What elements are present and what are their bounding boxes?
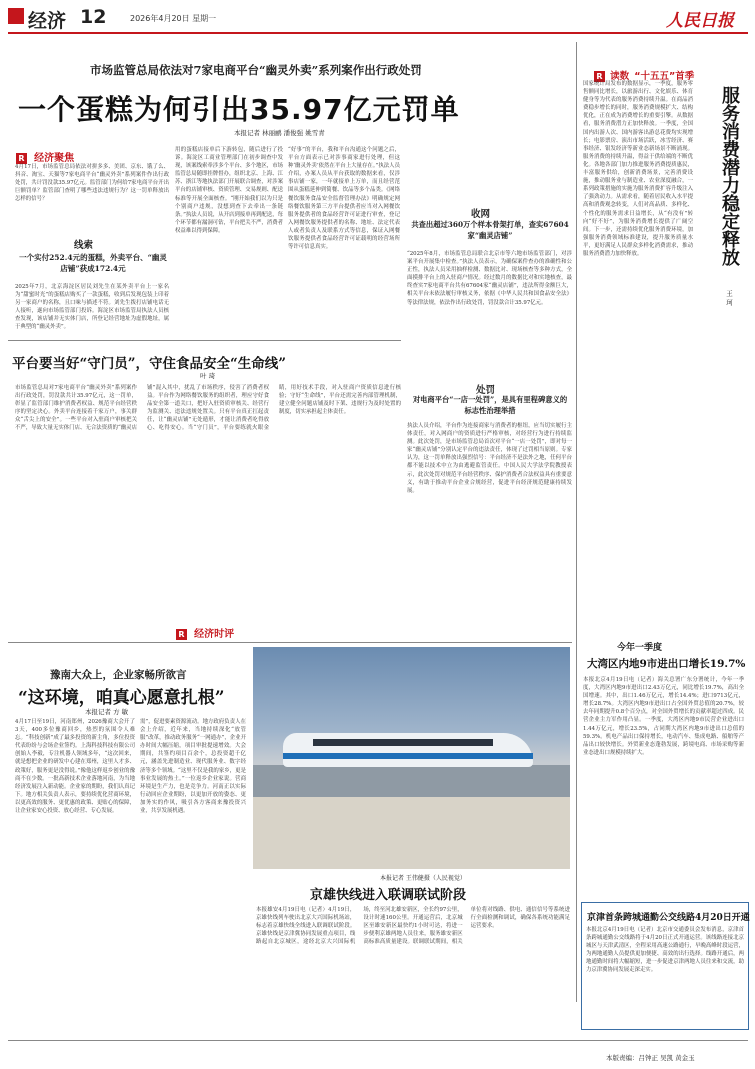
lead-headline: 一个蛋糕为何引出35.97亿元罚单 bbox=[18, 93, 460, 126]
newspaper-logo: 人民日报 bbox=[666, 11, 734, 31]
footer-rule bbox=[8, 1040, 748, 1041]
lead-col5: 执法人员介绍，平台作为连接商家与消费者的枢纽，应当切实履行主体责任，对入网商户的资质进行严格审核，对经营行为进行持续监测。此次处罚，是市场监管总局首次对平台“一店一处罚”，即对每一家“幽灵店铺”分别认定平台的违法责任，体现了过罚相当原则。专家认为，这一罚单释放出强烈信号：平台经济不是法外之地，任何平台都不能以技术中立为由逃避监管责任。中国人民大学法学院教授表示，此次处罚对规范平台经营秩序、保护消费者合法权益具有重要意义，有助于推动平台企业合规经营，促进平台经济规范健康持续发展。 bbox=[407, 423, 572, 494]
sidebar-label-text: 读数 bbox=[610, 71, 630, 82]
sidebar-label: R 读数 “十五五”首季 bbox=[594, 64, 744, 78]
divider bbox=[8, 340, 401, 341]
story2-byline: 叶 琦 bbox=[200, 372, 216, 380]
story4-byline: 本报记者 方 敏 bbox=[85, 708, 129, 716]
sidebar-body-lower bbox=[583, 288, 743, 583]
focus-label: R 经济聚焦 bbox=[16, 146, 96, 158]
lead-sub3: 处罚 bbox=[476, 385, 496, 396]
story4-kicker: 豫南大众上，企业家畅所欲言 bbox=[50, 669, 187, 681]
section-marker bbox=[8, 8, 24, 24]
lead-col4-top bbox=[407, 146, 572, 202]
lead-sub1: 线索 bbox=[74, 240, 94, 251]
masthead bbox=[8, 6, 748, 34]
story4-headline: “这环境，咱真心愿意扎根” bbox=[18, 688, 225, 708]
story5-headline: 京雄快线进入联调联试阶段 bbox=[310, 888, 467, 903]
lead-sub2-deck: 共查出超过360万个样本骨架打单，查实67604家“幽灵店铺” bbox=[411, 220, 569, 240]
lead-sub3-deck: 对电商平台“一店一处罚”，是具有里程碑意义的标志性治理举措 bbox=[412, 395, 568, 415]
sidebar-body: 国家统计局发布的数据显示，一季度，服务零售额同比增长，以旅游出行、文化娱乐、体育健身等为代表的服务消费持续升温。在商品消费稳步增长的同时，服务消费规模扩大、结构优化，正在成为消费增长的重要引擎。从数据看，服务消费潜力正加快释放。一季度，全国国内出游人次、国内游客出游总花费均实现增长；电影票房、演出市场活跃，冰雪经济、赛事经济、银发经济等新业态新场景不断涌现。服务消费的持续升温，得益于供给端的不断优化。各地各部门加力推进服务消费提质惠民，丰富服务供给，创新消费场景，完善消费设施，推动服务业与制造业、农业深度融合，一系列政策措施的实施为服务消费扩容升级注入了强劲动力。从需求看，随着居民收入水平提高和消费观念转变，人们对高品质、多样化、个性化的服务需求日益增长，从“有没有”转向“好不好”，为服务消费增长提供了广阔空间。下一步，还需持续优化服务消费环境，加强服务消费领域标准建设，提升服务质量水平，更好满足人民群众多样化消费需求，推动服务消费潜力加快释放。 bbox=[583, 81, 693, 257]
story4-col1: 4月17日至19日，河南郑州，2026豫商大会开了3天，400多位豫商回乡，热烈的氛围令人难忘。“科技创新”成了最多投资的新主角，多位投资代表纷纷与会场企业签约。上海科技科技有限公司创始人李毅，专注机器人领域多年，“这次回来，就是想把企业的研发中心建在郑州，这里人才多、政策好，服务更是没得说。”像他这样返乡创业的豫商不在少数。一批高新技术企业落地河南，为当地经济发展注入新动能。企业家的期盼，我们认真记下。地方相关负责人表示，要持续优化营商环境，以更高效的服务、更优惠的政策、更贴心的保障，让企业家安心投资、放心经营、专心发展。 bbox=[15, 719, 135, 815]
story2-headline: 平台要当好“守门员”，守住食品安全“生命线” bbox=[12, 356, 287, 372]
lead-col4: “2025年8月，市场监管总局联合北京市等六地市场监管部门，对涉案平台开展集中检查。”执法人员表示，为确保案件查办的准确性和公正性，执法人员采用抽样检测、数据比对、现场核查等多种方式，全面摸排平台上的入驻商户情况。经过数月的数据比对和实地核查，最终查实7家电商平台共有67604家“幽灵店铺”，违法所得金额巨大，相关平台未依法履行审核义务，依据《中华人民共和国食品安全法》等法律法规，依法作出行政处罚，罚没款合计35.97亿元。 bbox=[407, 251, 572, 306]
masthead-rule bbox=[8, 32, 748, 34]
lead-kicker: 市场监管总局依法对7家电商平台“幽灵外卖”系列案作出行政处罚 bbox=[90, 63, 422, 77]
sidebar-title: 服务消费潜力稳定释放 bbox=[719, 86, 740, 266]
story2-body: 市场监管总局对7家电商平台“幽灵外卖”系列案作出行政处罚，罚没款共计35.97亿元，这一罚单，彰显了监管部门维护消费者权益、规范平台经营秩序的坚定决心。外卖平台连接着千家万户，事关群众“舌尖上的安全”。一些平台对入驻商户审核把关不严，导致大量无实体门店、无合法资质的“幽灵店铺”混入其中，扰乱了市场秩序，侵害了消费者权益。平台作为网络餐饮服务的组织者，理应守好食品安全第一道关口，把好入驻资质审核关、经营行为监测关、违法违规处置关。只有平台真正扛起责任，让“幽灵店铺”无处遁形，才能让消费者吃得放心、吃得安心。当“守门员”，平台要练就火眼金睛，用好技术手段，对入驻商户资质信息进行核验；守好“生命线”，平台还需完善内部管理机制，建立健全问题店铺及时下架、违规行为及时处置的制度，切实承担起主体责任。 bbox=[15, 385, 401, 432]
column-rule bbox=[576, 42, 577, 1002]
lead-col2: 用的蛋糕店接单后下游转包，随后进行了投诉。海淀区工商业管理部门在初步调查中发现，该案线索牵涉多个平台、多个地区，市场监管总局随即挂牌督办，组织北京、上海、江苏、浙江等地执法部门开展联合调查，对涉案平台的店铺审核、资质管理、交易规则、配送标准等开展全面核查。“刚开始我们以为只是个别商户违规，没想到查下去牵出一条链条。”执法人员说，从开店到接单再到配送，每个环节都有漏洞可钻，平台把关不严，消费者权益难以得到保障。 bbox=[175, 147, 283, 234]
section-name: 经济 bbox=[28, 10, 67, 32]
issue-date: 2026年4月20日 星期一 bbox=[130, 14, 217, 23]
divider bbox=[8, 642, 572, 643]
lead-sub1-deck: 一个实付252.4元的蛋糕，外卖平台、“幽灵店铺”获成172.4元 bbox=[19, 253, 167, 273]
story3-headline: 大湾区内地9市进出口增长19.7% bbox=[587, 658, 746, 670]
photo-caption: 本报记者 王伟健摄（人民视觉） bbox=[380, 875, 466, 882]
story5-body: 本报雄安4月19日电（记者）4月19日，京雄快线列车驶出北京大兴国际机场站，标志着京雄快线全线进入联调联试阶段。京雄快线是京津冀协同发展重点项目，线路起自北京城区，途经北京大兴国际机场，终至河北雄安新区，全长约97公里，设计时速160公里。开通运营后，北京城区至雄安新区最快约1小时可达，将进一步便利京雄两地人员往来，服务雄安新区高标准高质量建设。联调联试期间，相关单位将对线路、供电、通信信号等系统进行全面检测和调试，确保各系统功能满足运营要求。 bbox=[256, 907, 570, 946]
story3-body: 本报北京4月19日电（记者）海关总署广东分署统计，今年一季度，大湾区内地9市进出口2.43万亿元，同比增长19.7%，高出全国增速。其中，出口1.46万亿元，增长14.4%；进口9713亿元，增长28.7%。大湾区内地9市进出口占全国外贸总值的20.7%，较去年同期提升0.8个百分点，对全国外贸增长的贡献率超过四成。民营企业主力军作用凸显。一季度，大湾区内地9市民营企业进出口1.44万亿元，增长23.5%，占同期大湾区内地9市进出口总值的59.3%。机电产品出口保持增长，电动汽车、集成电路、船舶等产品出口较快增长。外贸新业态蓬勃发展，跨境电商、市场采购等新业态进出口规模持续扩大。 bbox=[583, 677, 744, 756]
lead-sub2: 收网 bbox=[471, 209, 491, 220]
story4-col2: 需”，促进要素资源流动。地方政府负责人在会上介绍，近年来，当地持续深化“放管服”改革，推动政务服务“一网通办”，企业开办时间大幅压缩，项目审批提速增效。大会期间，共签约项目百余个，总投资超千亿元，涵盖先进制造业、现代服务业、数字经济等多个领域。“这里不仅是我的家乡，更是事业发展的热土。”一位返乡企业家说。营商环境是生产力，也是竞争力。河南正以实际行动回应企业期盼，以更加开放的姿态、更加务实的作风，吸引各方客商来豫投资兴业，共享发展机遇。 bbox=[140, 719, 246, 815]
story6-headline: 京津首条跨城通勤公交线路4月20日开通 bbox=[587, 913, 750, 923]
story6-body: 本报北京4月19日电（记者）北京市交通委员会发布消息，京津首条跨城通勤公交线路将于4月20日正式开通运营。该线路连接北京城区与天津武清区，全程采用高速公路通行，早晚高峰时段运营，为两地通勤人员提供更加便捷、高效的出行选择。线路开通后，两地通勤时间将大幅缩短，进一步促进京津两地人员往来和交流，助力京津冀协同发展走深走实。 bbox=[586, 927, 744, 974]
story3-kicker: 今年一季度 bbox=[617, 643, 663, 653]
review-label: R 经济时评 bbox=[176, 622, 276, 634]
sidebar-series: “十五五”首季 bbox=[634, 71, 695, 82]
lead-col1: 2025年7月，北京海淀区居民刘先生在某外卖平台上一家名为“甜蜜时光”的蛋糕店购买了一款蛋糕，收到后发现包装上印着另一家商户的名称，且口味与描述不符。刘先生拨打店铺电话无人接听，遂向市场监管部门投诉。海淀区市场监管局执法人员核查发现，该店铺并无实体门店，所登记经营地址为虚假地址，属于典型的“幽灵外卖”。 bbox=[15, 284, 169, 331]
lead-byline: 本报记者 林丽鹂 潘俊强 姚雪青 bbox=[234, 129, 325, 137]
review-label-text: 经济时评 bbox=[194, 629, 235, 640]
sidebar-author: 王 珂 bbox=[725, 290, 733, 306]
focus-label-text: 经济聚焦 bbox=[34, 153, 75, 164]
lead-intro: 4月17日，市场监管总局依法对拼多多、美团、京东、饿了么、抖音、淘宝、天猫等7家电商平台“幽灵外卖”系列案件作出行政处罚，共计罚没款35.97亿元。监管部门为何给7家电商平台开出巨额罚单？监管部门查明了哪些违法违规行为？这一罚单释放出怎样的信号？ bbox=[15, 164, 169, 203]
train-photo bbox=[253, 647, 570, 869]
footer-editors: 本版责编：吕钟正 吴凯 黄金玉 bbox=[606, 1054, 695, 1062]
page-number: 12 bbox=[80, 6, 107, 28]
lead-col3: “好事”的平台，我和平台沟通这个问题之后，平台方面表示已对涉事商家进行处理，但这种‘幽灵外卖’依然在平台上大量存在。”执法人员介绍，办案人员从平台获取的数据来看，仅涉事店铺一家，一年就接单上万单，而且经营范围从蛋糕延伸到简餐、饮品等多个品类。《网络餐饮服务食品安全监督管理办法》明确规定网络餐饮服务第三方平台提供者应当对入网餐饮服务提供者的食品经营许可证进行审查，登记入网餐饮服务提供者的名称、地址、法定代表人或者负责人及联系方式等信息，保证入网餐饮服务提供者食品经营许可证载明的经营场所等许可信息真实。 bbox=[288, 147, 400, 251]
